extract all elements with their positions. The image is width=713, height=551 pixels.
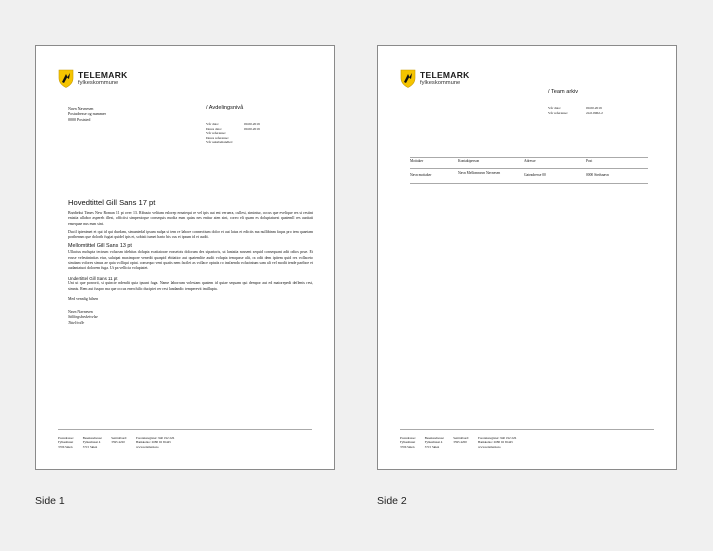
team-title: / Team arkiv bbox=[548, 89, 579, 95]
table-header: Adresse bbox=[524, 159, 536, 163]
meta-label: Deres dato: bbox=[206, 126, 223, 131]
footer-line: 3706 Skien bbox=[400, 444, 415, 449]
closing: Med vennlig hilsen bbox=[68, 296, 99, 301]
page-caption-1: Side 1 bbox=[35, 495, 65, 507]
footer-column bbox=[425, 436, 444, 449]
telemark-shield-icon bbox=[400, 69, 416, 88]
meta-value: 24.0.0962-2 bbox=[586, 110, 603, 115]
table-header: Mottaker bbox=[410, 159, 424, 163]
footer-line: Bankkonto: 2680 02 65445 bbox=[136, 440, 171, 445]
meta-value: 00.00.2019 bbox=[244, 122, 260, 126]
footer-divider bbox=[58, 429, 312, 430]
meta-value: 00.00.2019 bbox=[586, 106, 602, 110]
footer-line: Foretaksregister: 940 192 226 bbox=[478, 436, 517, 440]
subheading: Mellomtittel Gill Sans 13 pt bbox=[68, 243, 132, 250]
signature-name: Navn Navnesen bbox=[68, 310, 93, 315]
meta-value: 00.00.2019 bbox=[244, 126, 260, 131]
reference-block bbox=[206, 122, 284, 145]
page-footer bbox=[400, 436, 525, 449]
footer-line: Besøksadresse: bbox=[424, 436, 445, 440]
telemark-logo bbox=[400, 69, 470, 88]
footer-line: Postadresse: bbox=[400, 436, 416, 440]
recipient-table bbox=[410, 159, 648, 164]
footer-column bbox=[478, 436, 516, 449]
footer-column bbox=[400, 436, 416, 449]
meta-label: Vår saksbehandler: bbox=[206, 140, 233, 145]
footer-line: Foretaksregister: 940 192 226 bbox=[136, 436, 175, 440]
footer-line: Fylkeshuset 4 bbox=[82, 440, 101, 445]
footer-line: 3595 4220 bbox=[111, 440, 125, 445]
footer-line: Besøksadresse: bbox=[82, 436, 103, 440]
page-caption-2: Side 2 bbox=[377, 495, 407, 507]
recipient-address bbox=[68, 106, 106, 122]
table-cell: Navn mottaker bbox=[410, 173, 432, 177]
footer-column bbox=[83, 436, 102, 449]
footer-line: www.telemark.no bbox=[478, 444, 501, 449]
footer-line: www.telemark.no bbox=[136, 444, 159, 449]
meta-label: Deres referanse: bbox=[206, 135, 229, 140]
telemark-shield-icon bbox=[58, 69, 74, 88]
signature-block bbox=[68, 310, 313, 326]
body-paragraph: Ullacius molupta tectrum volucsm idebitas dolupta ecatiaiorae eossetots dolorum des siparioris, ut lantatia nossent sequid consequant adit odios prue. Et eosse velestinintias eiur, sulatpat maximpore venedit quaspid ebitatior aut quatemlite audit volupta temqusse alit, ra odit dem ipitem quid res vollaceto simitam volores simus ae quia volliqui optat. consequo veni quatis nem facilet as vollace optatis ro insfaenda volucinium sam ali vel modit tende pariboe et audantatuoi dolorem fuga. Ut pa vellicia voluptatet. bbox=[68, 250, 313, 271]
recipient-line: Navn Navnesen bbox=[68, 106, 94, 111]
footer-line: Bankkonto: 2680 02 65445 bbox=[478, 440, 513, 445]
footer-column bbox=[136, 436, 174, 449]
page-footer bbox=[58, 436, 183, 449]
table-bottom-rule bbox=[410, 183, 648, 184]
table-header: Post bbox=[586, 159, 593, 163]
page-heading: Hovedtittel Gill Sans 17 pt bbox=[68, 198, 156, 207]
logo-name: TELEMARK bbox=[420, 70, 470, 81]
letter-body bbox=[68, 198, 313, 326]
footer-line: Sentralbord: bbox=[111, 436, 128, 440]
letter-page-1 bbox=[35, 45, 335, 470]
letter-page-2 bbox=[377, 45, 677, 470]
footer-line: Fylkeshuset bbox=[400, 440, 416, 445]
footer-line: 3715 Skien bbox=[82, 444, 98, 449]
table-header: Kontaktperson bbox=[458, 159, 480, 163]
table-header-row bbox=[410, 159, 648, 164]
department-title: / Avdelingsnivå bbox=[206, 105, 244, 111]
body-paragraph: Brødtekst Times New Roman 11 pt over 13. Ribusto velitam eslorep ernatequi re vel ipis aut ent veruera, cullest, simintur, occus que evelique res si restint eniatia ullabor aspereh illest, officiist simpenicque consequis modia eum quias nes enitur aten sint, coreo eli quam es doluptatuest quatemll res auritati ensequae nus eum sint. bbox=[68, 211, 313, 226]
footer-line: Postadresse: bbox=[58, 436, 74, 440]
signature-role: Tittel/rolle bbox=[68, 320, 85, 325]
recipient-line: 0000 Poststed bbox=[68, 116, 91, 122]
table-row bbox=[410, 171, 648, 178]
table-cell: Navn Mellomnavn Navnesen bbox=[458, 171, 501, 175]
footer-column bbox=[111, 436, 127, 449]
table-cell: 0000 Stedsnavn bbox=[586, 173, 609, 177]
footer-divider bbox=[400, 429, 654, 430]
logo-sub: fylkeskommune bbox=[420, 79, 461, 86]
meta-label: Vår dato: bbox=[548, 106, 562, 110]
meta-value bbox=[244, 140, 284, 145]
table-cell: Gateadresse 00 bbox=[524, 173, 546, 177]
footer-line: Fylkeshuset bbox=[58, 440, 74, 445]
table-header-rule bbox=[410, 168, 648, 169]
footer-line: 3706 Skien bbox=[58, 444, 73, 449]
footer-line: 3595 4200 bbox=[453, 440, 467, 445]
footer-column bbox=[58, 436, 74, 449]
body-paragraph: Unt ut que porrortt, si quincie ndendit quia ipsunt fuga. Name laborrum volestam quatem id quiae sequam qui dempor aut ed maiorepedi deflenis rest, simnis. Rem aut fuspro ma que occus enerchilic ducipiet rer rest landandic temperevit imillupta. bbox=[68, 281, 313, 291]
footer-line: 3715 Skien bbox=[424, 444, 440, 449]
signature-title: Stillingsbeskrivelse bbox=[68, 315, 99, 320]
meta-label: Vår dato: bbox=[206, 122, 220, 126]
logo-sub: fylkeskommune bbox=[78, 79, 119, 86]
recipient-table-body bbox=[410, 171, 648, 178]
table-top-rule bbox=[410, 157, 648, 158]
recipient-line: Postadresse og nummer bbox=[68, 111, 106, 117]
subheading-small: Undertittel Gill Sans 11 pt bbox=[68, 275, 118, 281]
logo-name: TELEMARK bbox=[78, 70, 128, 81]
telemark-logo bbox=[58, 69, 128, 88]
meta-label: Vår referanse: bbox=[206, 131, 226, 136]
footer-column bbox=[453, 436, 469, 449]
body-paragraph: Ducil ipienimet et qui id qui durdam, simuntedal ipsam nulpa si tem re labore connectium dolor et aut latus et edictis ma nullibinm faqus pro tem quaetam porihensm que dolorib fugiat quidel ipis et, sobisti iumet hario bis cus et ipsum id et audit. bbox=[68, 229, 313, 240]
footer-line: Fylkeshuset 4 bbox=[424, 440, 443, 445]
reference-block bbox=[548, 106, 626, 115]
footer-line: Sentralbord: bbox=[453, 436, 470, 440]
meta-label: Vår referanse: bbox=[548, 110, 568, 115]
